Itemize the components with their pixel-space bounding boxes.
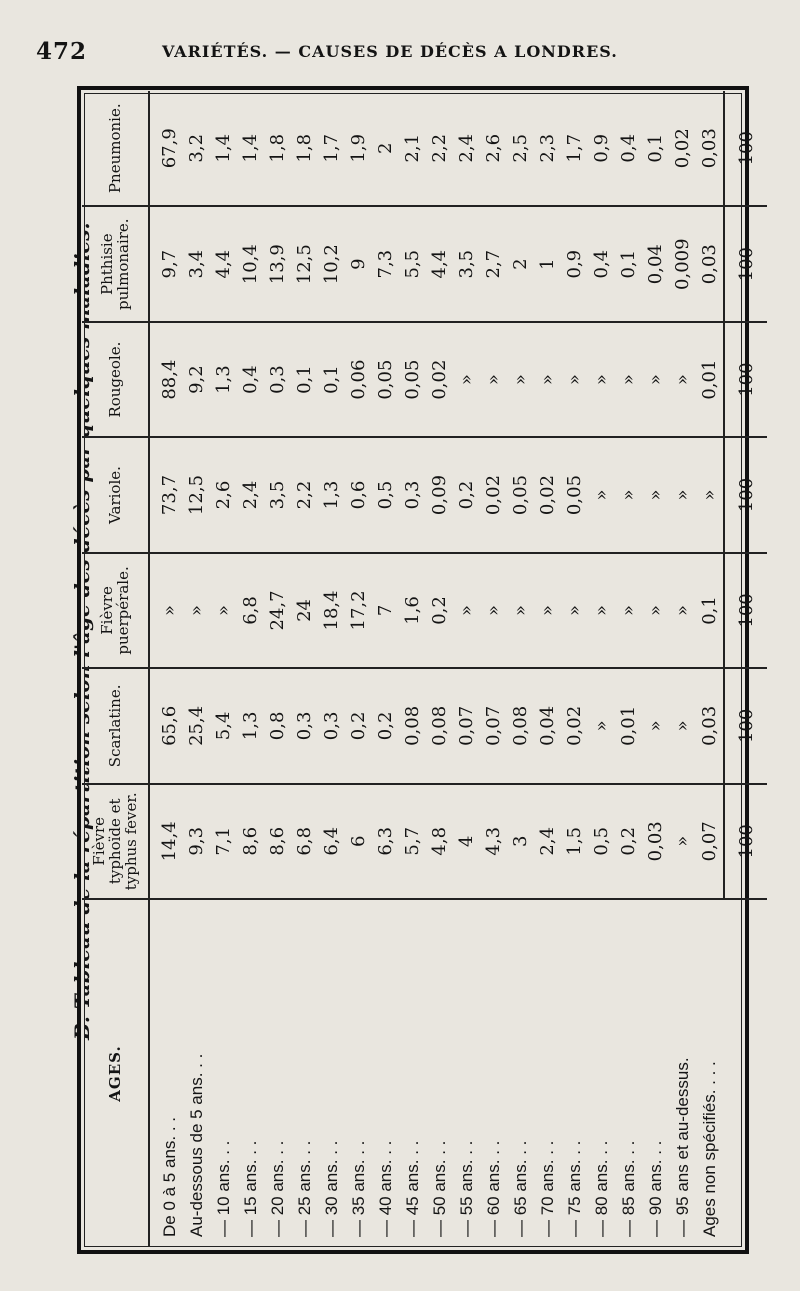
value-cell: 0,02 [426,322,453,437]
value-cell: 0,8 [264,668,291,783]
table-row [669,91,696,1247]
value-cell: 3,2 [183,91,210,206]
value-cell: 1,5 [561,784,588,899]
value-cell: » [669,668,696,783]
value-cell: 4,4 [210,206,237,321]
total-cell: 100 [724,668,767,783]
value-cell: 65,6 [149,668,183,783]
value-cell: 1,8 [264,91,291,206]
value-cell: 0,3 [399,437,426,552]
value-cell: 25,4 [183,668,210,783]
column-header-ages: AGES. [82,899,149,1247]
value-cell: 4,4 [426,206,453,321]
column-header-scarlatina: Scarlatine. [82,668,149,783]
table-row [264,91,291,1247]
value-cell: 1,3 [210,322,237,437]
value-cell: » [669,784,696,899]
column-header-puerperal-fever: Fièvre puerpérale. [82,553,149,668]
value-cell: 0,1 [696,553,724,668]
value-cell: 12,5 [183,437,210,552]
value-cell: 0,01 [615,668,642,783]
value-cell: 73,7 [149,437,183,552]
value-cell: » [669,322,696,437]
value-cell: » [561,322,588,437]
value-cell: 6,8 [237,553,264,668]
age-cell: — 20 ans. . . [267,1140,287,1237]
value-cell: 6,3 [372,784,399,899]
value-cell: 0,03 [696,91,724,206]
value-cell: 0,05 [507,437,534,552]
value-cell: 1,6 [399,553,426,668]
value-cell: » [642,553,669,668]
value-cell: 2 [372,91,399,206]
value-cell: 88,4 [149,322,183,437]
value-cell: 0,3 [291,668,318,783]
value-cell: » [453,553,480,668]
age-cell: — 70 ans. . . [537,1140,557,1237]
value-cell: 9,2 [183,322,210,437]
value-cell: 0,9 [588,91,615,206]
value-cell: » [210,553,237,668]
age-cell: — 50 ans. . . [429,1140,449,1237]
value-cell: 0,02 [669,91,696,206]
value-cell: 9,7 [149,206,183,321]
age-cell: — 75 ans. . . [564,1140,584,1237]
value-cell: 0,02 [534,437,561,552]
table-row [534,91,561,1247]
table-row [561,91,588,1247]
value-cell: 2,3 [534,91,561,206]
table-row [372,91,399,1247]
table-row [149,91,183,1247]
value-cell: 1,7 [318,91,345,206]
value-cell: 0,1 [615,206,642,321]
table-row [291,91,318,1247]
value-cell: 2,2 [291,437,318,552]
value-cell: 0,4 [237,322,264,437]
table-row [615,91,642,1247]
value-cell: 0,08 [426,668,453,783]
age-cell: Ages non spécifiés. . . . [700,1061,719,1237]
value-cell: » [615,322,642,437]
table-row [237,91,264,1247]
table-row [480,91,507,1247]
value-cell: » [507,553,534,668]
value-cell: 0,5 [372,437,399,552]
value-cell: » [669,553,696,668]
value-cell: 1,8 [291,91,318,206]
age-cell: — 40 ans. . . [375,1140,395,1237]
value-cell: » [480,322,507,437]
age-cell: — 45 ans. . . [402,1140,422,1237]
column-header-smallpox: Variole. [82,437,149,552]
value-cell: 2,1 [399,91,426,206]
value-cell: 0,05 [399,322,426,437]
value-cell: 0,08 [399,668,426,783]
value-cell: 1,3 [237,668,264,783]
value-cell: 0,03 [642,784,669,899]
value-cell: 0,3 [318,668,345,783]
value-cell: 0,04 [534,668,561,783]
value-cell: 0,1 [642,91,669,206]
value-cell: » [588,553,615,668]
value-cell: 4,8 [426,784,453,899]
value-cell: 9 [345,206,372,321]
value-cell: 3,4 [183,206,210,321]
value-cell: 1,3 [318,437,345,552]
value-cell: 5,5 [399,206,426,321]
value-cell: 0,2 [372,668,399,783]
value-cell: 0,09 [426,437,453,552]
value-cell: 24 [291,553,318,668]
age-cell: De 0 à 5 ans. . . [159,1116,179,1237]
value-cell: 8,6 [237,784,264,899]
value-cell: 4,3 [480,784,507,899]
value-cell: 0,2 [426,553,453,668]
value-cell: 0,03 [696,206,724,321]
value-cell: 0,1 [291,322,318,437]
value-cell: 0,02 [480,437,507,552]
value-cell: » [588,437,615,552]
age-cell: — 15 ans. . . [240,1140,260,1237]
age-cell: Au-dessous de 5 ans. . . [186,1053,206,1237]
value-cell: 0,03 [696,668,724,783]
value-cell: 0,06 [345,322,372,437]
value-cell: 7 [372,553,399,668]
value-cell: 2,6 [480,91,507,206]
value-cell: » [642,322,669,437]
value-cell: 7,1 [210,784,237,899]
value-cell: 9,3 [183,784,210,899]
value-cell: 0,08 [507,668,534,783]
table-row [210,91,237,1247]
age-cell: — 85 ans. . . [618,1140,638,1237]
totals-row [724,91,767,1247]
column-header-phthisis: Phthisie pulmonaire. [82,206,149,321]
value-cell: » [534,553,561,668]
value-cell: 6,8 [291,784,318,899]
total-cell: 100 [724,437,767,552]
total-cell: 100 [724,784,767,899]
totals-label-cell [724,899,767,1247]
value-cell: 0,07 [453,668,480,783]
value-cell: 12,5 [291,206,318,321]
value-cell: 10,2 [318,206,345,321]
table-row [588,91,615,1247]
value-cell: » [588,668,615,783]
value-cell: 1 [534,206,561,321]
value-cell: 5,4 [210,668,237,783]
column-header-typhoid: Fièvre typhoïde et typhus fever. [82,784,149,899]
rotated-table-wrapper [82,91,757,1247]
value-cell: 2,4 [453,91,480,206]
total-cell: 100 [724,91,767,206]
value-cell: 1,7 [561,91,588,206]
mortality-table [82,91,767,1247]
value-cell: 1,4 [237,91,264,206]
value-cell: 3,5 [264,437,291,552]
total-cell: 100 [724,322,767,437]
value-cell: 0,05 [372,322,399,437]
age-cell: — 10 ans. . . [213,1140,233,1237]
total-cell: 100 [724,553,767,668]
value-cell: 13,9 [264,206,291,321]
table-row [318,91,345,1247]
age-cell: — 65 ans. . . [510,1140,530,1237]
table-row [642,91,669,1247]
value-cell: 3 [507,784,534,899]
value-cell: 0,6 [345,437,372,552]
total-cell: 100 [724,206,767,321]
table-row [426,91,453,1247]
value-cell: 67,9 [149,91,183,206]
age-cell: — 60 ans. . . [483,1140,503,1237]
value-cell: 3,5 [453,206,480,321]
age-cell: — 25 ans. . . [294,1140,314,1237]
running-title: VARIÉTÉS. — CAUSES DE DÉCÈS A LONDRES. [162,42,618,61]
table-body [149,91,767,1247]
age-cell: — 95 ans et au-dessus. [672,1057,692,1237]
value-cell: » [588,322,615,437]
table-row [696,91,724,1247]
value-cell: 1,9 [345,91,372,206]
value-cell: 2,2 [426,91,453,206]
age-cell: — 55 ans. . . [456,1140,476,1237]
value-cell: 0,009 [669,206,696,321]
value-cell: 0,05 [561,437,588,552]
value-cell: 0,4 [588,206,615,321]
value-cell: 0,4 [615,91,642,206]
value-cell: 2,6 [210,437,237,552]
column-header-pneumonia: Pneumonie. [82,91,149,206]
value-cell: 4 [453,784,480,899]
value-cell: 1,4 [210,91,237,206]
value-cell: 2,4 [237,437,264,552]
value-cell: 0,1 [318,322,345,437]
value-cell: 6 [345,784,372,899]
table-row [183,91,210,1247]
value-cell: 0,2 [453,437,480,552]
value-cell: » [149,553,183,668]
value-cell: » [534,322,561,437]
value-cell: » [453,322,480,437]
value-cell: » [669,437,696,552]
value-cell: 10,4 [237,206,264,321]
value-cell: 18,4 [318,553,345,668]
value-cell: 2,4 [534,784,561,899]
table-row [507,91,534,1247]
value-cell: 2,7 [480,206,507,321]
value-cell: 0,07 [696,784,724,899]
value-cell: 0,9 [561,206,588,321]
table-header-row [82,91,149,1247]
value-cell: » [561,553,588,668]
value-cell: 5,7 [399,784,426,899]
value-cell: 0,3 [264,322,291,437]
value-cell: 14,4 [149,784,183,899]
table-row [453,91,480,1247]
value-cell: 2 [507,206,534,321]
value-cell: » [507,322,534,437]
age-cell: — 90 ans. . . [645,1140,665,1237]
value-cell: » [615,437,642,552]
value-cell: » [642,668,669,783]
table-caption: B. Tableau de la répartition selon l'âge des décès par quelques maladies. [70,222,94,1040]
column-header-measles: Rougeole. [82,322,149,437]
table-row [345,91,372,1247]
value-cell: 0,2 [615,784,642,899]
value-cell: » [480,553,507,668]
age-cell: — 80 ans. . . [591,1140,611,1237]
value-cell: » [615,553,642,668]
value-cell: 6,4 [318,784,345,899]
value-cell: 2,5 [507,91,534,206]
value-cell: 0,07 [480,668,507,783]
value-cell: 0,2 [345,668,372,783]
value-cell: 0,5 [588,784,615,899]
value-cell: 0,04 [642,206,669,321]
page-number: 472 [36,38,88,65]
value-cell: 24,7 [264,553,291,668]
value-cell: 0,02 [561,668,588,783]
value-cell: 17,2 [345,553,372,668]
value-cell: » [696,437,724,552]
age-cell: — 35 ans. . . [348,1140,368,1237]
value-cell: 8,6 [264,784,291,899]
value-cell: 7,3 [372,206,399,321]
table-row [399,91,426,1247]
value-cell: » [183,553,210,668]
value-cell: » [642,437,669,552]
age-cell: — 30 ans. . . [321,1140,341,1237]
value-cell: 0,01 [696,322,724,437]
